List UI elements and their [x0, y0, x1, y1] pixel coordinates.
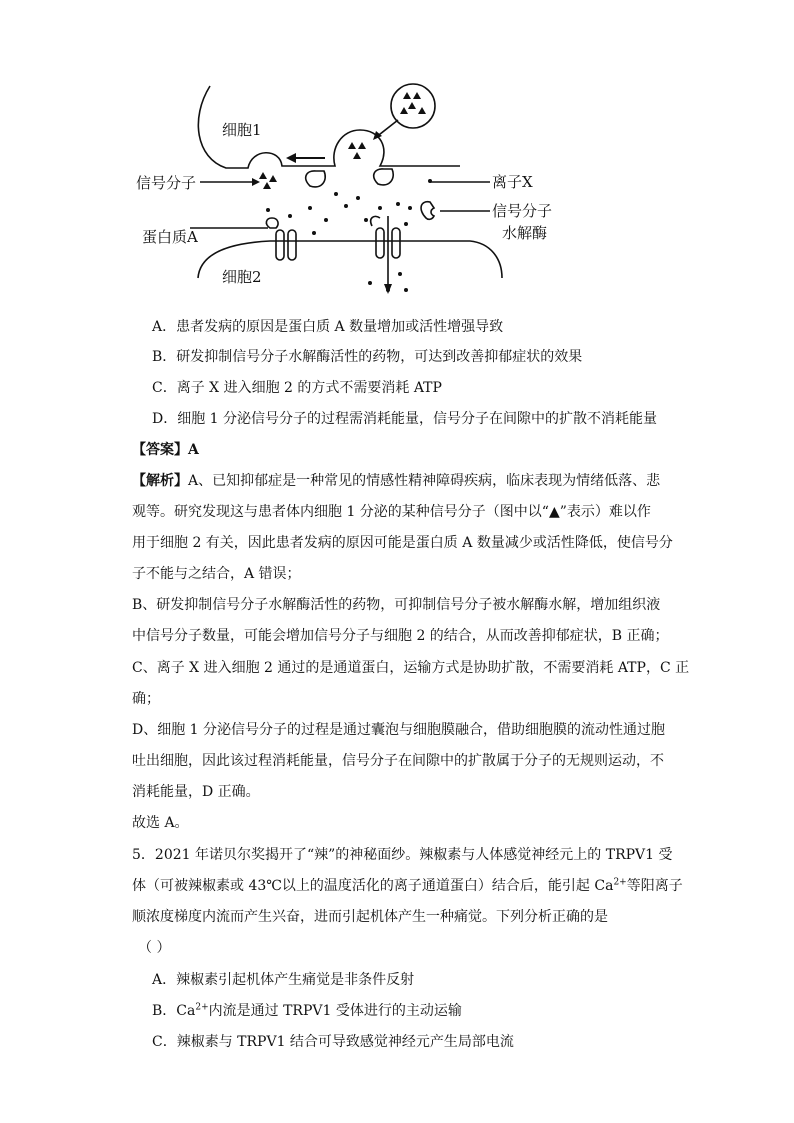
q5-option-a: A．辣椒素引起机体产生痛觉是非条件反射	[152, 972, 415, 988]
synapse-diagram-svg	[130, 78, 570, 308]
analysis-line-4: 子不能与之结合，A 错误；	[132, 566, 301, 582]
analysis-line-9: D、细胞 1 分泌信号分子的过程是通过囊泡与细胞膜融合，借助细胞膜的流动性通过胞	[132, 722, 666, 738]
label-protein-a: 蛋白质A	[142, 228, 198, 246]
analysis-conclusion: 故选 A。	[132, 815, 189, 831]
label-hydrolase-line2: 水解酶	[502, 224, 548, 242]
enzyme-1	[306, 171, 325, 187]
answer: 【答案】A	[132, 442, 199, 458]
q5-answer-blank: （ ）	[138, 940, 171, 956]
analysis-line-2: 观等。研究发现这与患者体内细胞 1 分泌的某种信号分子（图中以“▲”表示）难以作	[132, 504, 651, 520]
q4-option-c: C．离子 X 进入细胞 2 的方式不需要消耗 ATP	[152, 380, 442, 396]
q4-option-b: B．研发抑制信号分子水解酶活性的药物，可达到改善抑郁症状的效果	[152, 349, 583, 365]
analysis-line-11: 消耗能量，D 正确。	[132, 784, 260, 800]
label-hydrolase-line1: 信号分子	[492, 202, 553, 220]
analysis-line-5: B、研发抑制信号分子水解酶活性的药物，可抑制信号分子被水解酶水解，增加组织液	[132, 597, 661, 613]
ion-dots	[266, 179, 432, 292]
q5-stem-line-2: 体（可被辣椒素或 43℃以上的温度活化的离子通道蛋白）结合后，能引起 $Ca^{2+}$等阳离子	[132, 877, 683, 894]
analysis-line-7: C、离子 X 进入细胞 2 通过的是通道蛋白，运输方式是协助扩散，不需要消耗 ATP，C 正	[132, 660, 690, 676]
analysis-line-3: 用于细胞 2 有关，因此患者发病的原因可能是蛋白质 A 数量减少或活性降低，使信号分	[132, 535, 673, 551]
label-signal-molecule: 信号分子	[136, 174, 197, 192]
synapse-diagram	[130, 78, 570, 308]
label-cell2: 细胞2	[222, 268, 262, 286]
q5-stem-line-3: 顺浓度梯度内流而产生兴奋，进而引起机体产生一种痛觉。下列分析正确的是	[132, 909, 608, 925]
analysis-line-1: 【解析】A、已知抑郁症是一种常见的情感性精神障碍疾病，临床表现为情绪低落、悲	[132, 473, 661, 489]
label-ion-x: 离子X	[492, 173, 533, 191]
label-cell1: 细胞1	[222, 121, 262, 139]
q5-stem-line-1: 5．2021 年诺贝尔奖揭开了“辣”的神秘面纱。辣椒素与人体感觉神经元上的 TRPV1 受	[132, 847, 673, 863]
enzyme-2	[374, 169, 393, 185]
q5-option-b: B．$Ca^{2+}$内流是通过 TRPV1 受体进行的主动运输	[152, 1002, 462, 1019]
analysis-line-8: 确；	[132, 691, 160, 707]
analysis-line-6: 中信号分子数量，可能会增加信号分子与细胞 2 的结合，从而改善抑郁症状，B 正确；	[132, 628, 669, 644]
analysis-tag: 【解析】	[132, 473, 188, 489]
enzyme-3	[421, 202, 434, 220]
q4-option-d: D．细胞 1 分泌信号分子的过程需消耗能量，信号分子在间隙中的扩散不消耗能量	[152, 411, 658, 427]
q5-option-c: C．辣椒素与 TRPV1 结合可导致感觉神经元产生局部电流	[152, 1034, 514, 1050]
q4-option-a: A．患者发病的原因是蛋白质 A 数量增加或活性增强导致	[152, 319, 504, 335]
analysis-line-10: 吐出细胞，因此该过程消耗能量，信号分子在间隙中的扩散属于分子的无规则运动，不	[132, 753, 664, 769]
protein-a	[266, 218, 278, 228]
